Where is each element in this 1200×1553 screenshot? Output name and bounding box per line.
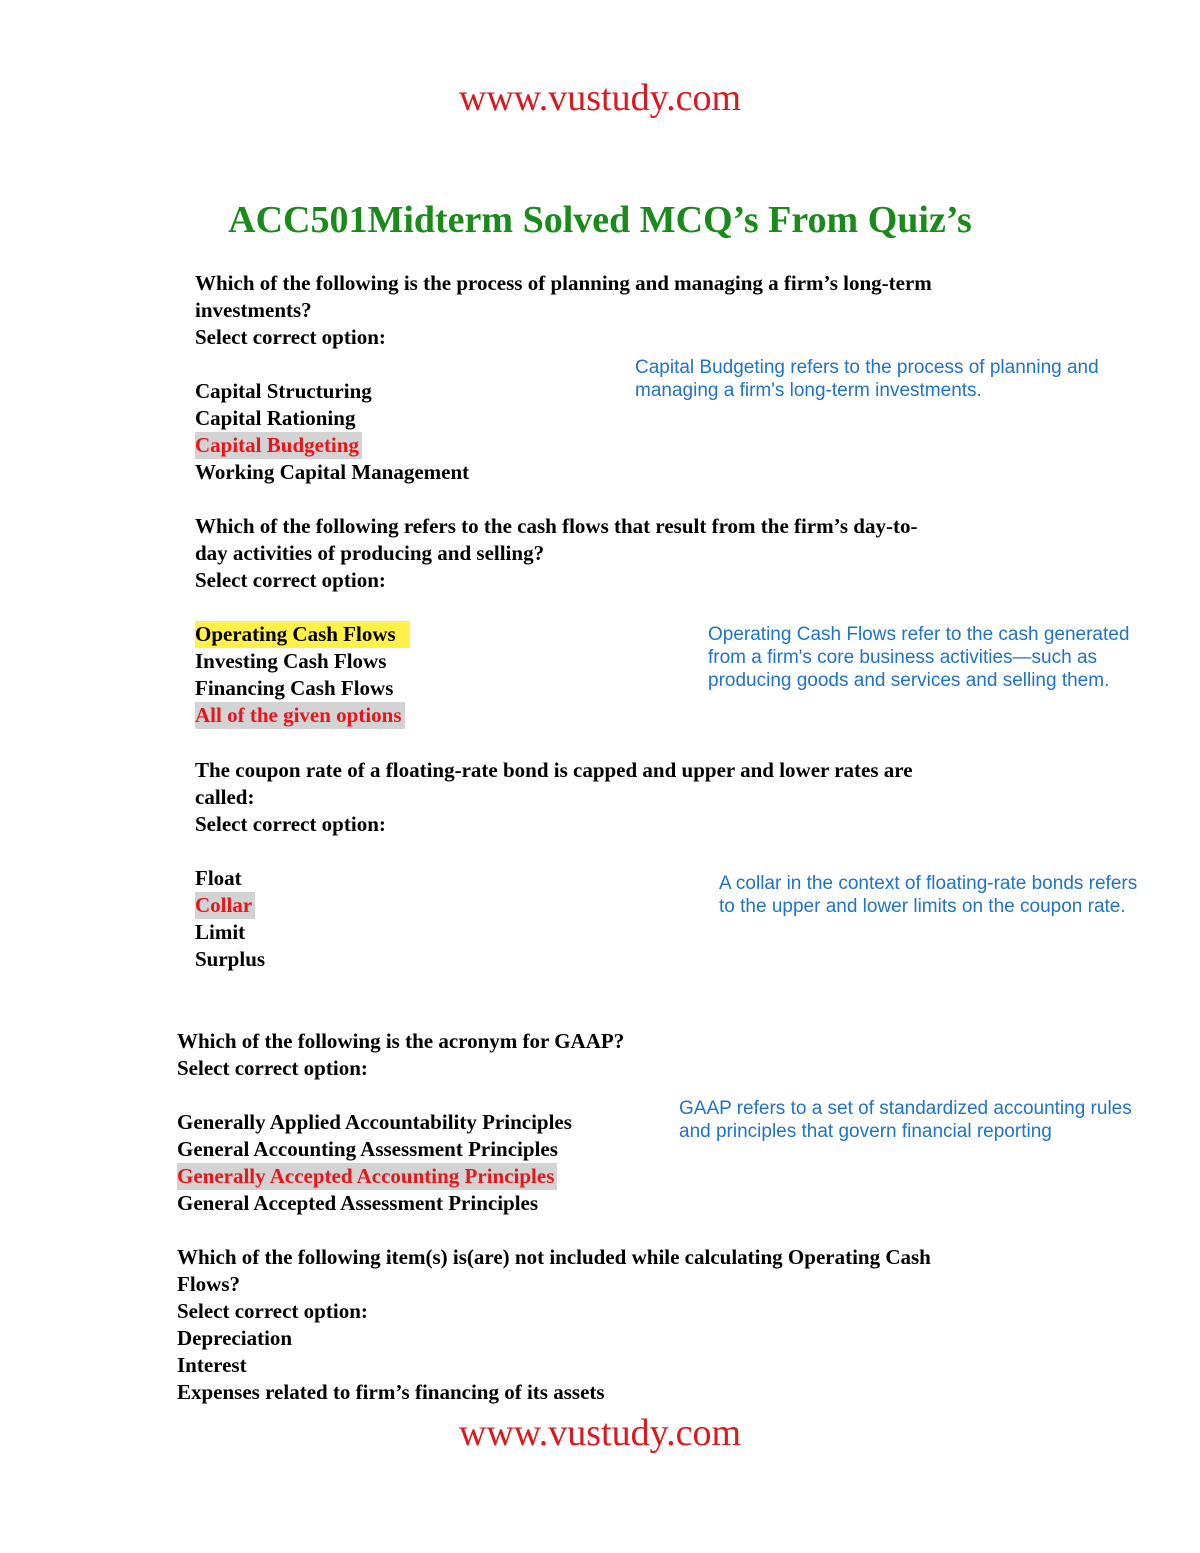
correct-option: Capital Budgeting xyxy=(195,432,362,459)
correct-option: Generally Accepted Accounting Principles xyxy=(177,1163,557,1190)
option: Depreciation xyxy=(177,1326,293,1350)
explanation-note-1: Capital Budgeting refers to the process of planning and managing a firm's long-term investments. xyxy=(635,357,1099,401)
question-text: Which of the following refers to the cash flows that result from the firm’s day-to- xyxy=(195,514,918,538)
option: Capital Structuring xyxy=(195,379,372,403)
select-label: Select correct option: xyxy=(195,568,386,592)
option: Financing Cash Flows xyxy=(195,676,394,700)
explanation-note-3: A collar in the context of floating-rate bonds refers to the upper and lower limits on the coupon rate. xyxy=(719,873,1138,917)
option: Capital Rationing xyxy=(195,406,356,430)
option: Surplus xyxy=(195,947,266,971)
question-text: Flows? xyxy=(177,1272,240,1296)
select-label: Select correct option: xyxy=(195,812,386,836)
question-text: investments? xyxy=(195,298,312,322)
correct-option: All of the given options xyxy=(195,702,405,729)
option: General Accepted Assessment Principles xyxy=(177,1191,539,1215)
explanation-note-2: Operating Cash Flows refer to the cash generated from a firm's core business activities—such as producing goods and services and selling them. xyxy=(708,624,1130,691)
question-text: day activities of producing and selling? xyxy=(195,541,545,565)
question-text: Which of the following is the acronym for GAAP? xyxy=(177,1029,625,1053)
footer-website[interactable]: www.vustudy.com xyxy=(458,1412,742,1454)
header-website[interactable]: www.vustudy.com xyxy=(458,77,742,119)
question-4 xyxy=(177,1028,624,1217)
option: Generally Applied Accountability Principles xyxy=(177,1110,572,1134)
explanation-note-4: GAAP refers to a set of standardized accounting rules and principles that govern financial reporting xyxy=(679,1098,1132,1142)
option: Interest xyxy=(177,1353,247,1377)
option: Limit xyxy=(195,920,246,944)
question-text: Which of the following is the process of planning and managing a firm’s long-term xyxy=(195,271,932,295)
question-3 xyxy=(195,757,913,973)
select-label: Select correct option: xyxy=(177,1056,368,1080)
highlighted-option: Operating Cash Flows xyxy=(195,621,410,648)
question-2 xyxy=(195,513,917,729)
option: Investing Cash Flows xyxy=(195,649,387,673)
select-label: Select correct option: xyxy=(195,325,386,349)
question-text: The coupon rate of a floating-rate bond is capped and upper and lower rates are xyxy=(195,758,913,782)
option: Float xyxy=(195,866,242,890)
question-text: called: xyxy=(195,785,255,809)
question-text: Which of the following item(s) is(are) not included while calculating Operating Cash xyxy=(177,1245,931,1269)
correct-option: Collar xyxy=(195,892,255,919)
option: Working Capital Management xyxy=(195,460,470,484)
page-title: ACC501Midterm Solved MCQ’s From Quiz’s xyxy=(228,199,972,241)
option: Expenses related to firm’s financing of its assets xyxy=(177,1380,605,1404)
select-label: Select correct option: xyxy=(177,1299,368,1323)
option: General Accounting Assessment Principles xyxy=(177,1137,558,1161)
question-5 xyxy=(177,1244,931,1406)
